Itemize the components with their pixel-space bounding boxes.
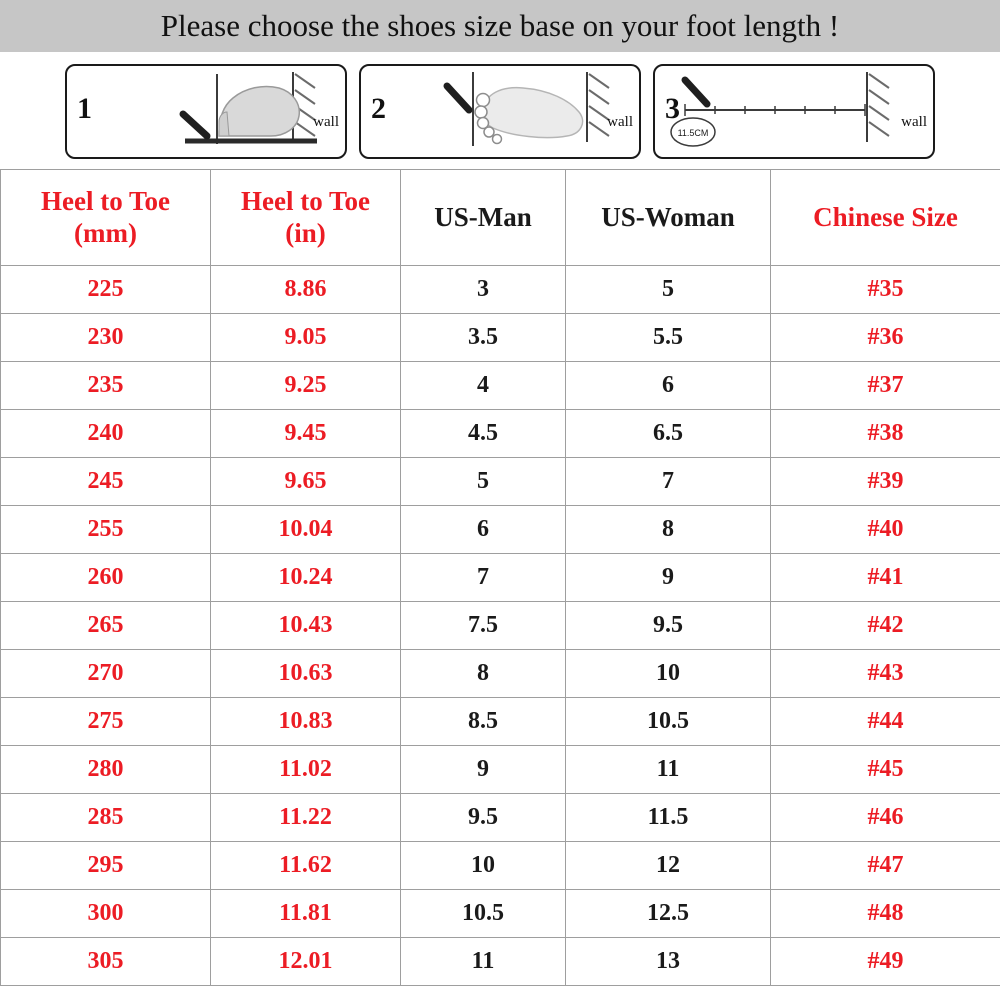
foot-side-view-icon [67,66,347,159]
cell-heel-mm: 245 [1,458,211,506]
cell-heel-mm: 295 [1,842,211,890]
cell-us-woman: 11.5 [566,794,771,842]
cell-heel-in: 10.43 [211,602,401,650]
cell-us-man: 7.5 [401,602,566,650]
header-us-man [401,170,566,266]
header-line-1: Heel to Toe [41,185,170,216]
cell-us-man: 4 [401,362,566,410]
cell-heel-in: 9.05 [211,314,401,362]
header-heel-to-toe-in [211,170,401,266]
measure-steps [0,52,1000,169]
header-heel-to-toe-mm [1,170,211,266]
table-row [1,458,1000,506]
cell-heel-mm: 225 [1,266,211,314]
cell-us-man: 8.5 [401,698,566,746]
cell-heel-mm: 260 [1,554,211,602]
cell-chinese-size: #40 [771,506,1000,554]
cell-heel-mm: 255 [1,506,211,554]
cell-heel-mm: 305 [1,938,211,986]
step-number: 1 [77,92,92,125]
table-row [1,698,1000,746]
cell-heel-mm: 230 [1,314,211,362]
cell-heel-mm: 280 [1,746,211,794]
table-row [1,410,1000,458]
step-1 [65,64,347,159]
cell-us-woman: 6 [566,362,771,410]
cell-chinese-size: #38 [771,410,1000,458]
table-header [1,170,1000,266]
header-line-2: (mm) [74,217,137,248]
header-us-woman [566,170,771,266]
cell-chinese-size: #36 [771,314,1000,362]
header-banner [0,0,1000,52]
header-row [1,170,1000,266]
cell-heel-in: 11.02 [211,746,401,794]
cell-chinese-size: #47 [771,842,1000,890]
table-row [1,554,1000,602]
table-row [1,362,1000,410]
cell-us-woman: 10 [566,650,771,698]
cell-us-man: 8 [401,650,566,698]
measure-value: 11.5CM [677,128,709,138]
cell-us-man: 4.5 [401,410,566,458]
cell-us-man: 10.5 [401,890,566,938]
cell-chinese-size: #35 [771,266,1000,314]
cell-heel-in: 11.62 [211,842,401,890]
table-body [1,266,1000,986]
table-row [1,794,1000,842]
table-row [1,746,1000,794]
wall-label: wall [313,114,339,130]
cell-heel-in: 11.81 [211,890,401,938]
step-3 [653,64,935,159]
cell-heel-in: 10.63 [211,650,401,698]
cell-heel-mm: 270 [1,650,211,698]
cell-us-man: 11 [401,938,566,986]
table-row [1,266,1000,314]
cell-heel-mm: 235 [1,362,211,410]
foot-top-view-icon [361,66,641,159]
cell-chinese-size: #49 [771,938,1000,986]
cell-us-woman: 8 [566,506,771,554]
cell-us-man: 9 [401,746,566,794]
cell-us-man: 6 [401,506,566,554]
cell-us-woman: 7 [566,458,771,506]
cell-us-man: 7 [401,554,566,602]
cell-heel-in: 9.65 [211,458,401,506]
header-line-1: US-Man [434,201,532,232]
banner-title: Please choose the shoes size base on your foot length ! [160,8,840,43]
step-2 [359,64,641,159]
header-line-1: US-Woman [601,201,735,232]
cell-heel-mm: 275 [1,698,211,746]
cell-heel-mm: 300 [1,890,211,938]
cell-us-woman: 12.5 [566,890,771,938]
header-line-1: Heel to Toe [241,185,370,216]
step-number: 2 [371,92,386,125]
cell-heel-in: 12.01 [211,938,401,986]
cell-chinese-size: #39 [771,458,1000,506]
cell-chinese-size: #41 [771,554,1000,602]
header-line-1: Chinese Size [813,201,958,232]
table-row [1,842,1000,890]
cell-heel-in: 10.83 [211,698,401,746]
table-row [1,506,1000,554]
wall-label: wall [607,114,633,130]
cell-us-man: 9.5 [401,794,566,842]
cell-heel-in: 10.04 [211,506,401,554]
wall-label: wall [901,114,927,130]
cell-chinese-size: #42 [771,602,1000,650]
cell-heel-in: 10.24 [211,554,401,602]
header-chinese-size [771,170,1000,266]
measuring-tape-icon [655,66,935,159]
step-number: 3 [665,92,680,125]
cell-us-woman: 9 [566,554,771,602]
cell-us-woman: 10.5 [566,698,771,746]
cell-heel-in: 8.86 [211,266,401,314]
cell-us-woman: 13 [566,938,771,986]
header-line-2: (in) [285,217,326,248]
cell-us-man: 5 [401,458,566,506]
cell-chinese-size: #43 [771,650,1000,698]
cell-heel-in: 9.25 [211,362,401,410]
cell-chinese-size: #44 [771,698,1000,746]
cell-us-man: 3.5 [401,314,566,362]
cell-heel-in: 9.45 [211,410,401,458]
table-row [1,650,1000,698]
cell-us-man: 10 [401,842,566,890]
table-row [1,314,1000,362]
cell-us-woman: 6.5 [566,410,771,458]
cell-heel-mm: 285 [1,794,211,842]
cell-heel-in: 11.22 [211,794,401,842]
cell-us-woman: 11 [566,746,771,794]
cell-us-woman: 5 [566,266,771,314]
table-row [1,890,1000,938]
cell-us-woman: 9.5 [566,602,771,650]
cell-heel-mm: 240 [1,410,211,458]
cell-us-man: 3 [401,266,566,314]
cell-heel-mm: 265 [1,602,211,650]
cell-chinese-size: #48 [771,890,1000,938]
size-table [0,169,1000,986]
table-row [1,938,1000,986]
cell-us-woman: 5.5 [566,314,771,362]
cell-chinese-size: #45 [771,746,1000,794]
cell-chinese-size: #46 [771,794,1000,842]
table-row [1,602,1000,650]
cell-chinese-size: #37 [771,362,1000,410]
cell-us-woman: 12 [566,842,771,890]
